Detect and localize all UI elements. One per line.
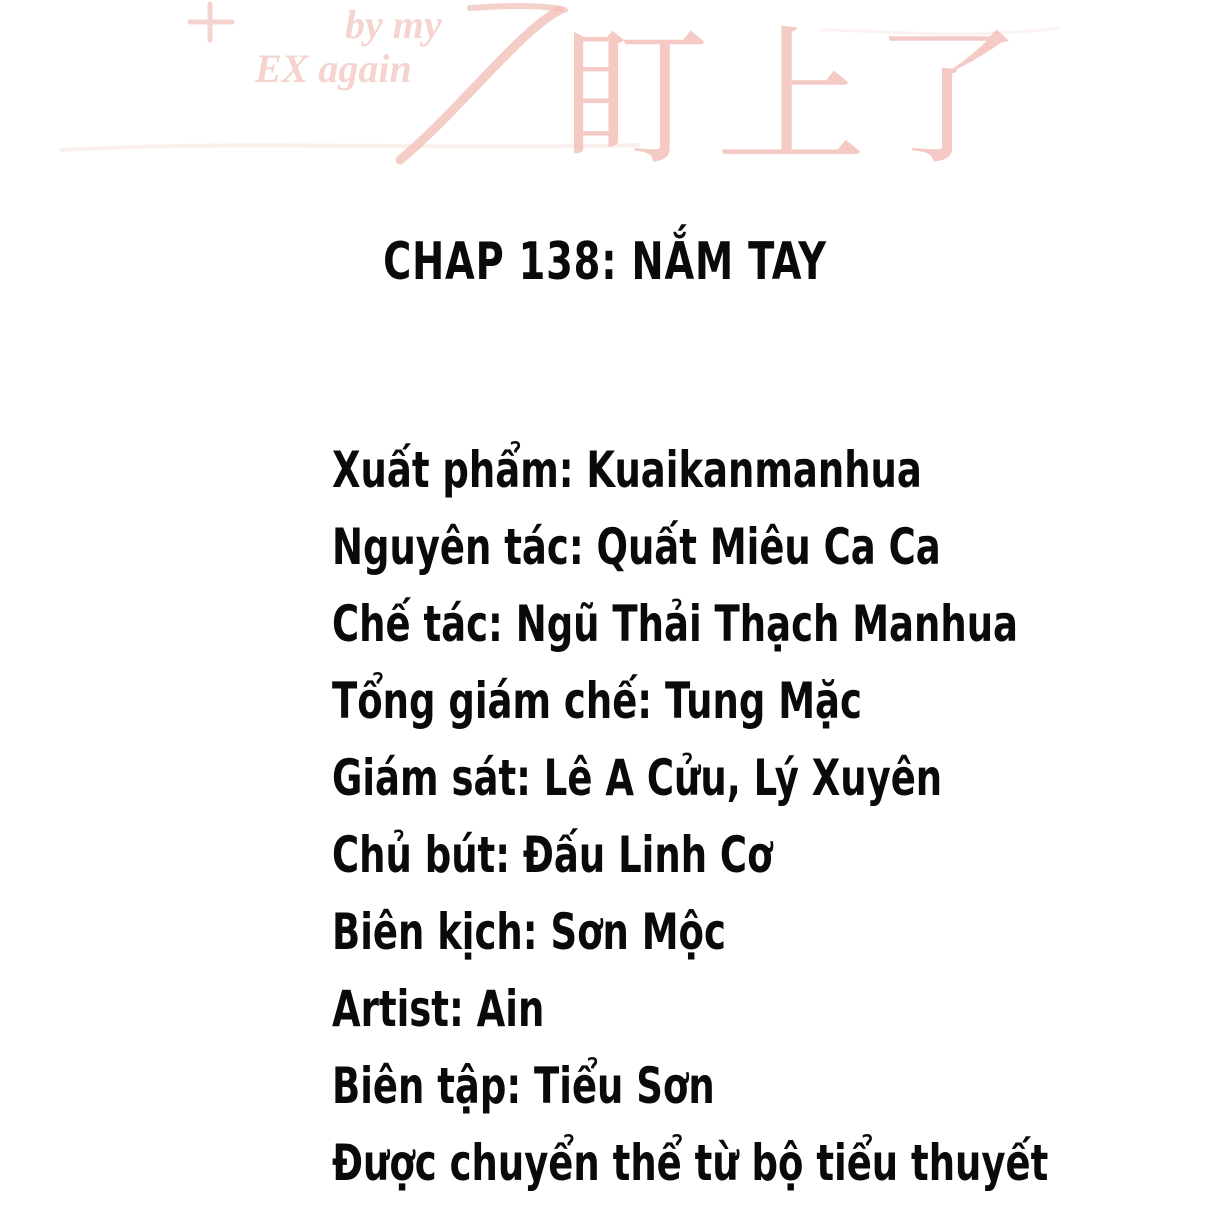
credit-editor: Biên tập: Tiểu Sơn — [332, 1057, 715, 1115]
credit-lead-artist: Chủ bút: Đấu Linh Cơ — [332, 826, 773, 884]
sparkle-icon — [190, 4, 232, 40]
logo-graphic — [0, 0, 1210, 190]
credit-publisher: Xuất phẩm: Kuaikanmanhua — [332, 441, 922, 499]
series-logo-watermark — [0, 0, 1210, 190]
credit-production: Chế tác: Ngũ Thải Thạch Manhua — [332, 595, 1019, 653]
logo-cjk-title: 盯上了 — [560, 12, 1029, 186]
logo-line-2: EX again — [255, 46, 412, 91]
credit-chief-producer: Tổng giám chế: Tung Mặc — [332, 672, 862, 730]
credit-screenwriter: Biên kịch: Sơn Mộc — [332, 903, 726, 961]
credits-list — [332, 438, 1192, 1208]
credit-artist: Artist: Ain — [332, 980, 545, 1038]
credit-adaptation-note: Được chuyển thể từ bộ tiểu thuyết — [332, 1134, 1049, 1192]
chapter-title: CHAP 138: NẮM TAY — [383, 232, 827, 292]
logo-line-1: by my — [345, 2, 442, 47]
credit-supervisors: Giám sát: Lê A Cửu, Lý Xuyên — [332, 749, 943, 807]
credit-original-author: Nguyên tác: Quất Miêu Ca Ca — [332, 518, 941, 576]
